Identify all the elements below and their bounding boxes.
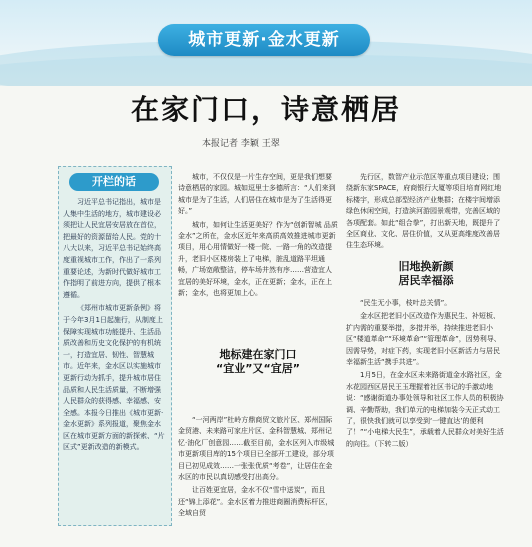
page-title: 在家门口，诗意栖居 [130,93,401,126]
article-paragraph: 城市，如何让生活更美好？作为“创新智城 品质金水”之所在，金水区近年来高质高效推进城市更新项目，用心用情做好一楼一院、一路一角的改造提升，老旧小区楼房装上了电梯，脏乱道路平坦通畅，广场宽敞整洁，停车场井然有序……营造宜人宜居的美好环境，金水，正在更新；金水，正在上新；金水，也将更加上心。 [178,220,338,298]
article-paragraph: 金水区把老旧小区改造作为惠民生、补短板、扩内需的重要举措，多措并举，持续推进老旧小区“楼道革命”“环境革命”“管理革命”，因势利导、因需导势，对症下药，实现老旧小区新活力与居民幸福新生活“携手共进”。 [346,312,501,367]
article-paragraph: 1月5日，在金水区未来路街道金水路社区，金水花园西区居民王玉理握着社区书记的手激动地说：“感谢街道办事处领导和社区工作人员的积极协调、辛勤帮助，我们单元的电梯加装今天正式动工了，很快我们就可以享受到‘一键直达’的便利了！”“小电梯大民生”，承载着人民群众对美好生活的向往。（下转二版） [346,371,504,448]
sidebar-paragraph: 《郑州市城市更新条例》将于今年3月1日起施行，从制度上保障实现城市功能提升、生活品质改善和历史文化保护的有机统一，打造宜居、韧性、智慧城市。近年来，金水区以实施城市更新行动为抓手，提升城市居住品质和人民生活质量，不断增强人民群众的获得感、幸福感、安全感。本报今日推出《城市更新·金水更新》系列报道，聚焦金水区在城市更新方面的新探索、“片区式”更新改造的新模式。 [63,304,165,452]
subheading-text: 地标建在家门口 “宜业”又“宜居” [216,348,300,375]
section-title: 城市更新·金水更新 [158,24,370,56]
article-paragraph: “一河两岸”杜岭方鼎商贸文旅片区、郑州国际金贸港、未来路可家庄片区、金科智慧城、郑州记忆·油化厂创意园……截至目前，金水区列入市级城市更新项目库的15个项目已全部开工建设，部分项目已初见成效……一张张优质“考卷”，让居住在金水区的市民以真切感受打出高分。 [178,416,335,482]
article-paragraph: 先行区，数智产业示范区等重点项目建设；围绕新东家SPACE，府商银行大厦等项目培育网红地标楼宇，形成总部型经济产业集群；在楼宇间增添绿色休闲空间，打造滨河游园景观带，完善区域的各项配套。如此“组合拳”，打出新天地，既提升了全区商业、文化、居住价值，又从更高维度改善居住生态环境。 [346,173,502,250]
article-paragraph: 让百姓更宜居，金水不仅“雪中送炭”，而且还“锦上添花”。金水区着力推进商圈消费标杆区，全域自贸 [178,486,333,518]
article-column-1b [178,415,338,522]
subheading-landmark [178,348,338,376]
article-column-1 [178,172,338,301]
editorial-sidebar [58,166,172,526]
sidebar-body [63,197,167,456]
banner-wave [0,54,532,86]
article-paragraph: 城市，不仅仅是一片生存空间，更是我们想要诗意栖居的家园。城如逗里士多德所言：“人们来到城市是为了生活，人们居住在城市是为了生活得更好。” [178,173,336,216]
byline: 本报记者 李颖 王翠 [202,139,280,149]
subheading-renewal [346,260,506,288]
article-column-2b [346,298,506,452]
article-column-2 [346,172,506,254]
article-paragraph: “民生无小事，枝叶总关情”。 [360,299,452,307]
subheading-text: 旧地换新颜 居民幸福添 [398,260,454,287]
sidebar-paragraph: 习近平总书记指出，城市是人集中生活的地方，城市建设必须把让人民宜居安居放在首位，把最好的资源留给人民。党的十八大以来，习近平总书记始终高度重视城市工作，作出了一系列重要论述，为新时代做好城市工作指明了前进方向，提供了根本遵循。 [63,198,161,299]
section-banner [0,0,532,86]
sidebar-title: 开栏的话 [69,173,159,191]
